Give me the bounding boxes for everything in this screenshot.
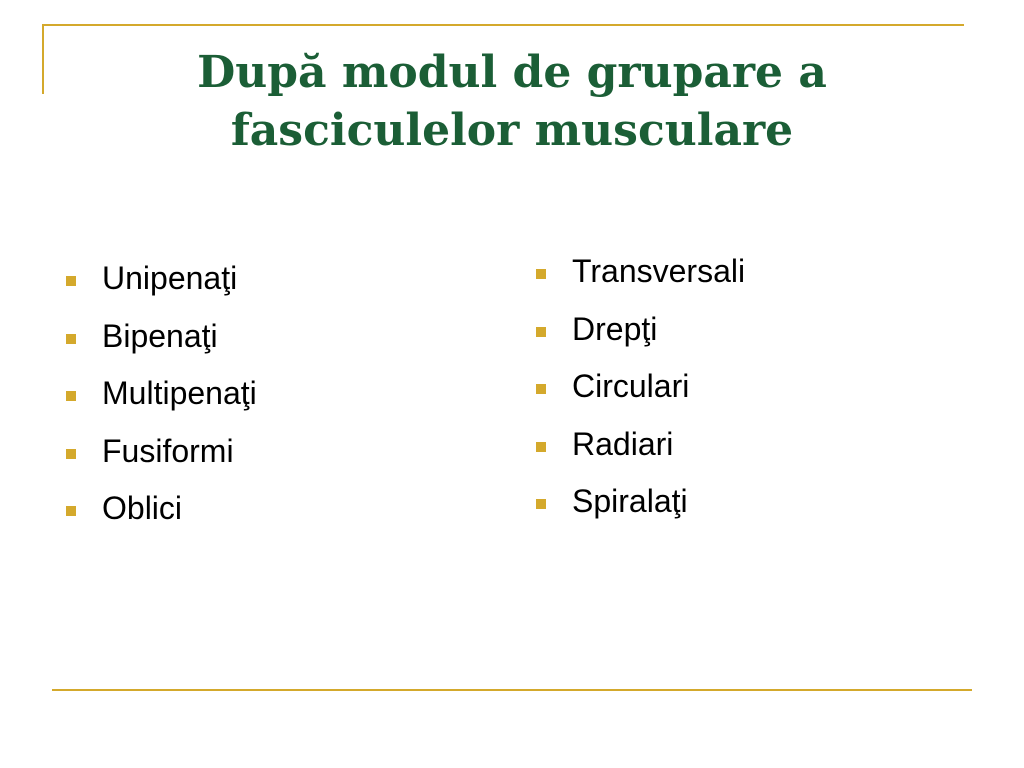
list-item: [64, 371, 257, 429]
list-item-label: Multipenaţi: [102, 375, 257, 411]
list-item-label: Fusiformi: [102, 432, 234, 469]
list-item: [64, 429, 257, 487]
list-item: [534, 422, 745, 480]
list-item-label: Transversali: [572, 253, 746, 289]
left-bullet-list: [64, 256, 257, 544]
slide-title: După modul de grupare a fasciculelor musculare: [197, 47, 827, 156]
list-item-label: Circulari: [572, 368, 690, 404]
list-item: [534, 249, 745, 307]
right-bullet-list: [534, 249, 745, 537]
square-bullet-icon: [536, 269, 546, 279]
square-bullet-icon: [536, 384, 546, 394]
square-bullet-icon: [66, 506, 76, 516]
square-bullet-icon: [536, 499, 546, 509]
bottom-divider-line: [52, 689, 972, 691]
square-bullet-icon: [66, 449, 76, 459]
square-bullet-icon: [536, 442, 546, 452]
list-item: [64, 314, 257, 372]
list-item-label: Drepţi: [572, 310, 658, 347]
square-bullet-icon: [66, 276, 76, 286]
list-item-label: Spiralaţi: [572, 483, 688, 519]
list-item: [64, 486, 257, 544]
list-item-label: Radiari: [572, 425, 674, 462]
list-item: [534, 479, 745, 537]
list-item-label: Unipenaţi: [102, 260, 238, 296]
list-item-label: Bipenaţi: [102, 317, 218, 354]
list-item: [534, 307, 745, 365]
square-bullet-icon: [66, 391, 76, 401]
square-bullet-icon: [66, 334, 76, 344]
list-item: [534, 364, 745, 422]
list-item-label: Oblici: [102, 490, 183, 526]
list-item: [64, 256, 257, 314]
top-divider-line: [42, 24, 964, 26]
square-bullet-icon: [536, 327, 546, 337]
left-accent-line: [42, 24, 44, 94]
